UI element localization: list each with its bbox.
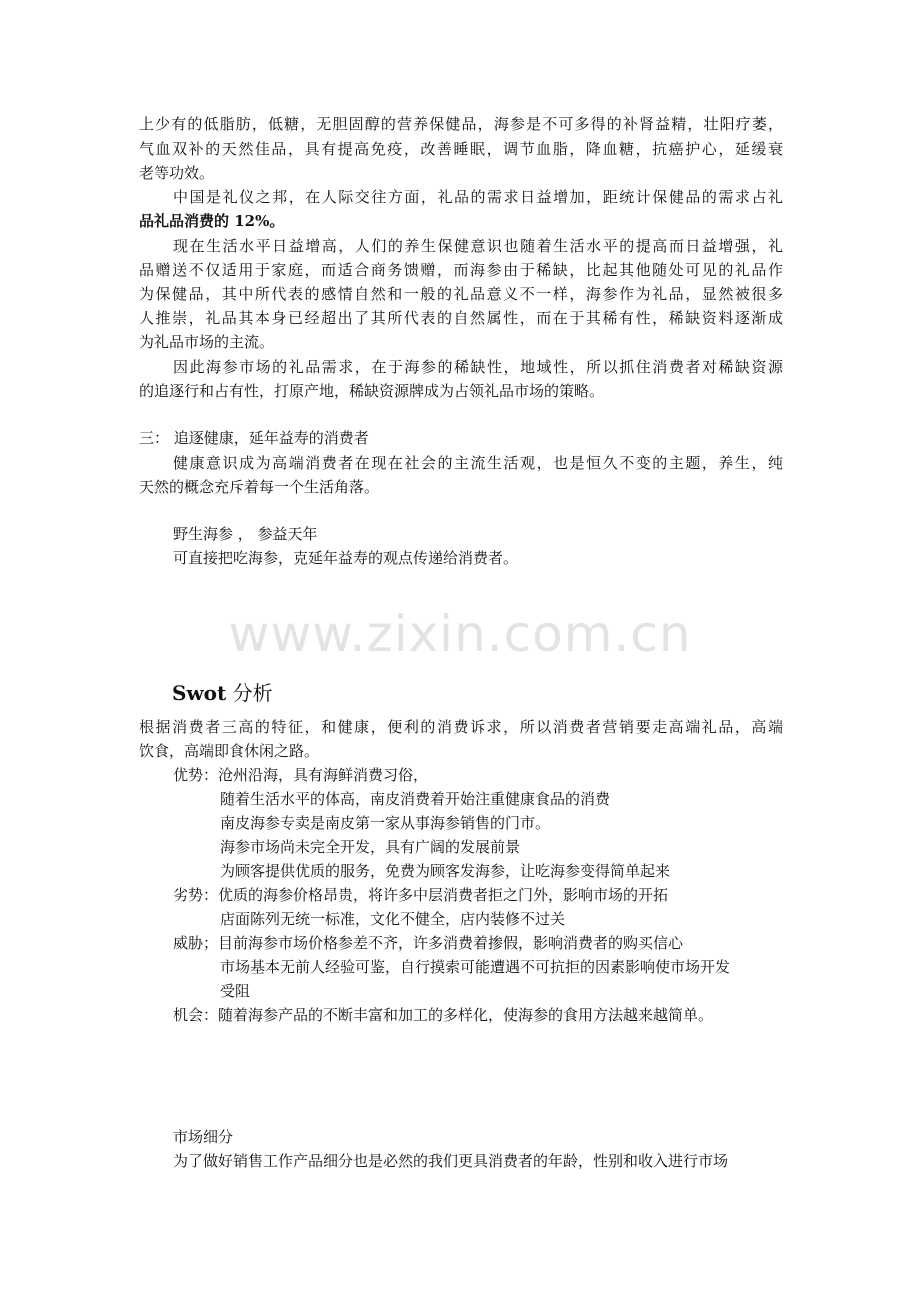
- segmentation-heading: 市场细分: [173, 1128, 234, 1146]
- paragraph-line: 上少有的低脂肪，低糖，无胆固醇的营养保健品，海参是不可多得的补肾益精，壮阳疗萎，: [139, 115, 783, 133]
- paragraph-line: 为了做好销售工作产品细分也是必然的我们更具消费者的年龄，性别和收入进行市场: [173, 1152, 729, 1170]
- paragraph-line: 现在生活水平日益增高，人们的养生保健意识也随着生活水平的提高而日益增强，礼: [173, 237, 783, 255]
- paragraph-line: 为礼品市场的主流。: [139, 333, 275, 351]
- swot-threats-item: 市场基本无前人经验可鉴，自行摸索可能遭遇不可抗拒的因素影响使市场开发: [220, 958, 731, 976]
- paragraph-line: 为保健品，其中所代表的感情自然和一般的礼品意义不一样，海参作为礼品，显然被很多: [139, 285, 783, 303]
- paragraph-line: 品赠送不仅适用于家庭，而适合商务馈赠，而海参由于稀缺，比起其他随处可见的礼品作: [139, 261, 783, 279]
- paragraph-line: 因此海参市场的礼品需求，在于海参的稀缺性，地域性，所以抓住消费者对稀缺资源: [173, 358, 783, 376]
- swot-opportunities: 机会：随着海参产品的不断丰富和加工的多样化，使海参的食用方法越来越简单。: [173, 1006, 714, 1024]
- swot-strengths-item: 南皮海参专卖是南皮第一家从事海参销售的门市。: [220, 814, 551, 832]
- swot-strengths-item: 为顾客提供优质的服务，免费为顾客发海参，让吃海参变得简单起来: [220, 862, 671, 880]
- swot-weaknesses: 劣势：优质的海参价格昂贵，将许多中层消费者拒之门外，影响市场的开拓: [173, 886, 669, 904]
- slogan-description: 可直接把吃海参，克延年益寿的观点传递给消费者。: [173, 549, 519, 567]
- swot-strengths: 优势：沧州沿海，具有海鲜消费习俗，: [173, 766, 429, 784]
- section-heading: 三： 追逐健康，延年益寿的消费者: [139, 429, 369, 447]
- swot-heading-cn: 分析: [226, 681, 273, 705]
- slogan: 野生海参 ， 参益天年: [173, 525, 318, 543]
- paragraph-line: 老等功效。: [139, 164, 215, 182]
- paragraph-line: 中国是礼仪之邦，在人际交往方面，礼品的需求日益增加，距统计保健品的需求占礼: [173, 188, 783, 206]
- paragraph-line: 人推崇，礼品其本身已经超出了其所代表的自然属性，而在于其稀有性，稀缺资料逐渐成: [139, 309, 783, 327]
- paragraph-line: 根据消费者三高的特征，和健康，便利的消费诉求，所以消费者营销要走高端礼品，高端: [139, 718, 783, 736]
- swot-weaknesses-item: 店面陈列无统一标准，文化不健全，店内装修不过关: [220, 910, 566, 928]
- swot-heading: [172, 680, 273, 706]
- paragraph-line: 健康意识成为高端消费者在现在社会的主流生活观，也是恒久不变的主题，养生，纯: [173, 454, 783, 472]
- swot-heading-en: Swot: [172, 681, 227, 705]
- watermark: www.zixin.com.cn: [228, 605, 692, 663]
- swot-threats-item: 受阻: [220, 982, 251, 1000]
- swot-threats: 威胁；目前海参市场价格参差不齐，许多消费着掺假，影响消费者的购买信心: [173, 934, 684, 952]
- paragraph-line: 品礼品消费的 12%。: [139, 212, 285, 230]
- paragraph-line: 饮食，高端即食休闲之路。: [139, 742, 320, 760]
- paragraph-line: 天然的概念充斥着每一个生活角落。: [139, 478, 380, 496]
- swot-strengths-item: 海参市场尚未完全开发，具有广阔的发展前景: [220, 838, 521, 856]
- paragraph-line: 气血双补的天然佳品，具有提高免疫，改善睡眠，调节血脂，降血糖，抗癌护心，延缓衰: [139, 140, 783, 158]
- paragraph-line: 的追逐行和占有性，打原产地，稀缺资源牌成为占领礼品市场的策略。: [139, 382, 605, 400]
- swot-strengths-item: 随着生活水平的体高，南皮消费着开始注重健康食品的消费: [220, 790, 611, 808]
